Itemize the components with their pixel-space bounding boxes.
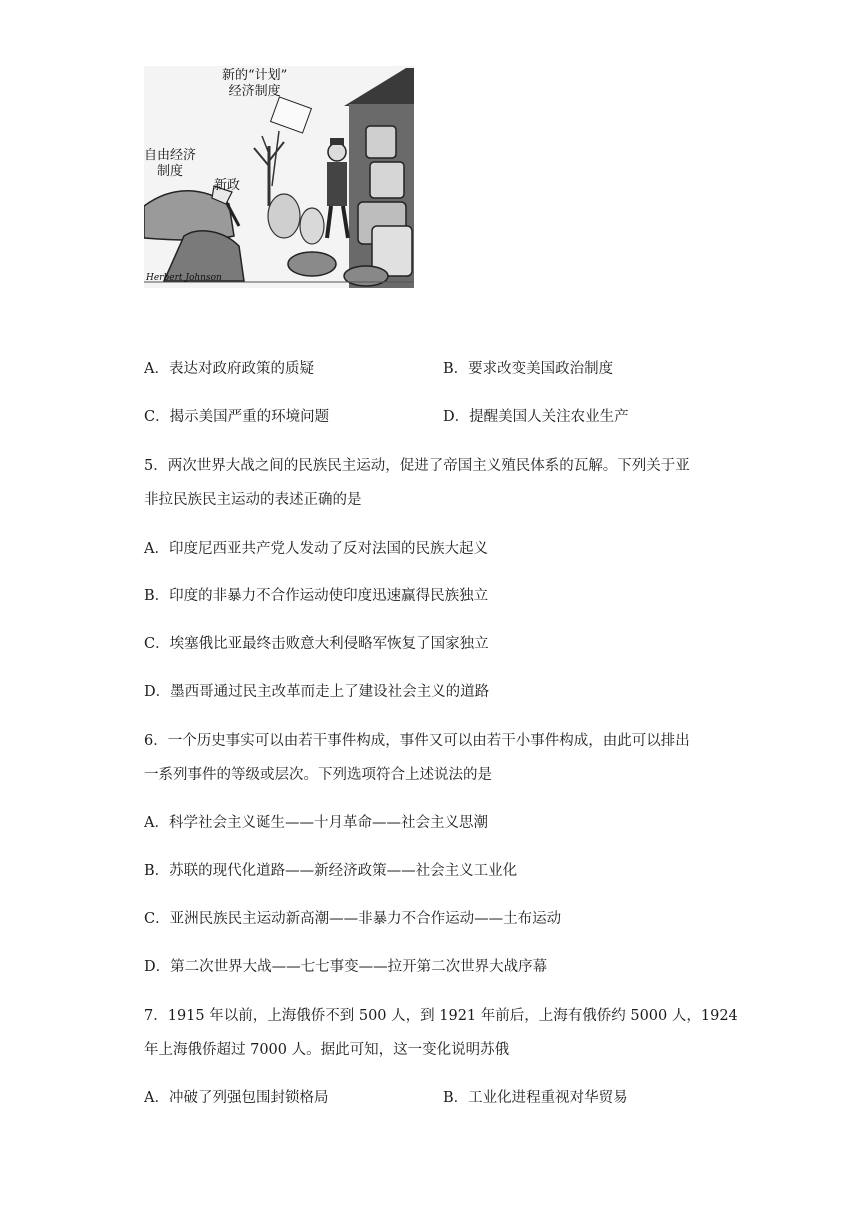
q5-stem-line1: 5．两次世界大战之间的民族民主运动，促进了帝国主义殖民体系的瓦解。下列关于亚 xyxy=(144,458,690,474)
basket xyxy=(288,252,336,276)
q7-stem-line1: 7．1915 年以前，上海俄侨不到 500 人，到 1921 年前后，上海有俄侨约 5000 人，1924 xyxy=(144,1008,738,1024)
basket xyxy=(344,266,388,286)
label-new-plan-economy: 新的“计划” 经济制度 xyxy=(222,68,288,99)
worker-figure xyxy=(300,208,324,244)
q7-option-b: B．工业化进程重视对华贸易 xyxy=(443,1090,628,1106)
q5-option-b: B．印度的非暴力不合作运动使印度迅速赢得民族独立 xyxy=(144,588,489,604)
q5-option-c: C．埃塞俄比亚最终击败意大利侵略军恢复了国家独立 xyxy=(144,636,489,652)
barrel xyxy=(370,162,404,198)
q6-stem-line1: 6．一个历史事实可以由若干事件构成，事件又可以由若干小事件构成，由此可以排出 xyxy=(144,733,690,749)
q4-option-c: C．揭示美国严重的环境问题 xyxy=(144,409,330,425)
q7-option-a: A．冲破了列强包围封锁格局 xyxy=(144,1090,329,1106)
figure-hat xyxy=(330,138,344,145)
q5-stem-line2: 非拉民族民主运动的表述正确的是 xyxy=(144,492,362,508)
q7-stem-line2: 年上海俄侨超过 7000 人。据此可知，这一变化说明苏俄 xyxy=(144,1042,510,1058)
q5-option-d: D．墨西哥通过民主改革而走上了建设社会主义的道路 xyxy=(144,684,490,700)
label-new-deal: 新政 xyxy=(214,178,241,193)
political-cartoon xyxy=(144,66,414,288)
barrel xyxy=(366,126,396,158)
q6-option-a: A．科学社会主义诞生——十月革命——社会主义思潮 xyxy=(144,815,488,831)
worker-figure xyxy=(268,194,300,238)
label-free-economy: 自由经济 制度 xyxy=(144,148,197,179)
q4-option-a: A．表达对政府政策的质疑 xyxy=(144,361,314,377)
figure-body xyxy=(327,162,347,206)
q5-option-a: A．印度尼西亚共产党人发动了反对法国的民族大起义 xyxy=(144,541,488,557)
q4-option-d: D．提醒美国人关注农业生产 xyxy=(443,409,629,425)
q6-option-d: D．第二次世界大战——七七事变——拉开第二次世界大战序幕 xyxy=(144,959,548,975)
q6-option-c: C．亚洲民族民主运动新高潮——非暴力不合作运动——土布运动 xyxy=(144,911,562,927)
q6-option-b: B．苏联的现代化道路——新经济政策——社会主义工业化 xyxy=(144,863,518,879)
q4-option-b: B．要求改变美国政治制度 xyxy=(443,361,614,377)
artist-signature: Herbert Johnson xyxy=(146,273,222,283)
figure-head xyxy=(328,143,346,161)
q6-stem-line2: 一系列事件的等级或层次。下列选项符合上述说法的是 xyxy=(144,767,492,783)
